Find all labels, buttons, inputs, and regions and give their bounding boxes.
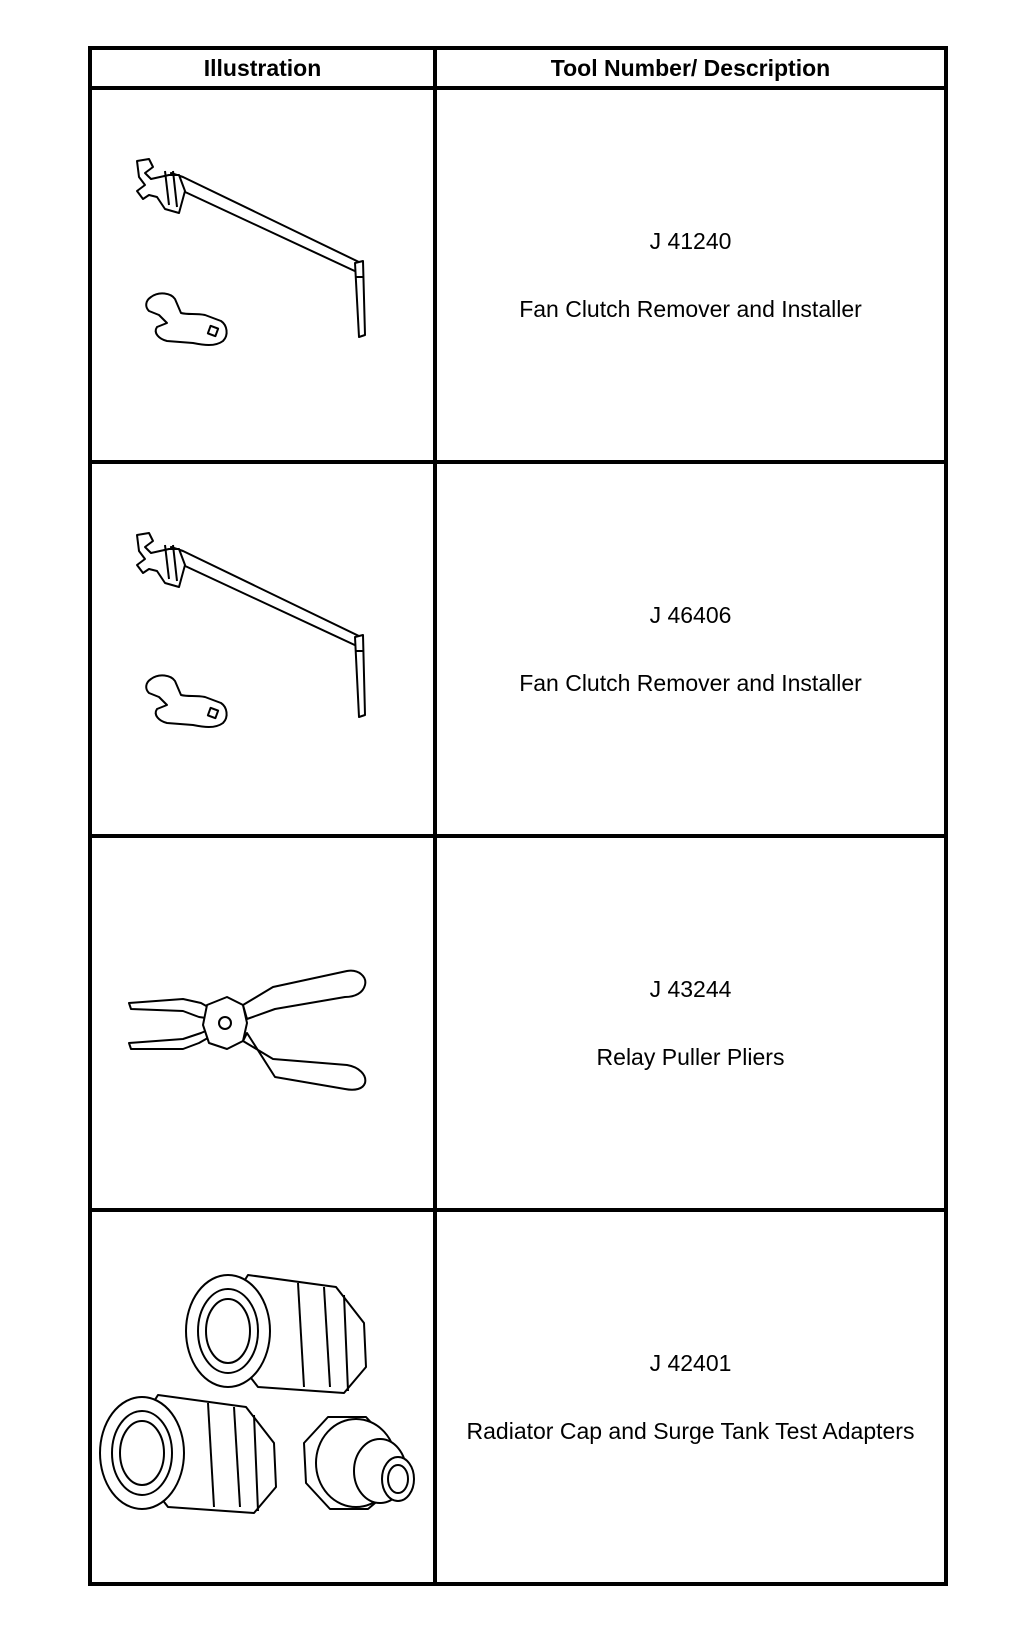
table-row <box>90 88 946 462</box>
header-row <box>90 48 946 88</box>
tool-number: J 46406 <box>649 602 732 628</box>
table-row <box>90 1210 946 1584</box>
illustration-cell <box>90 1210 435 1584</box>
tool-number: J 42401 <box>649 1350 732 1376</box>
header-tool-number-description: Tool Number/ Description <box>435 48 946 88</box>
tool-number: J 43244 <box>649 976 732 1002</box>
tool-number: J 41240 <box>649 228 732 254</box>
special-tools-table <box>88 46 948 1586</box>
tool-description: Radiator Cap and Surge Tank Test Adapters <box>466 1418 915 1444</box>
tool-description: Fan Clutch Remover and Installer <box>519 296 862 322</box>
description-cell <box>435 88 946 462</box>
illustration-cell <box>90 88 435 462</box>
tool-description: Relay Puller Pliers <box>596 1044 785 1070</box>
table-row <box>90 836 946 1210</box>
test-adapters-icon <box>98 1247 428 1547</box>
illustration-cell <box>90 462 435 836</box>
tool-description: Fan Clutch Remover and Installer <box>519 670 862 696</box>
description-cell <box>435 836 946 1210</box>
description-cell <box>435 1210 946 1584</box>
header-illustration: Illustration <box>90 48 435 88</box>
illustration-cell <box>90 836 435 1210</box>
fan-clutch-wrench-icon <box>123 145 403 405</box>
relay-puller-pliers-icon <box>123 953 403 1093</box>
table-row <box>90 462 946 836</box>
fan-clutch-wrench-icon <box>123 519 403 779</box>
description-cell <box>435 462 946 836</box>
